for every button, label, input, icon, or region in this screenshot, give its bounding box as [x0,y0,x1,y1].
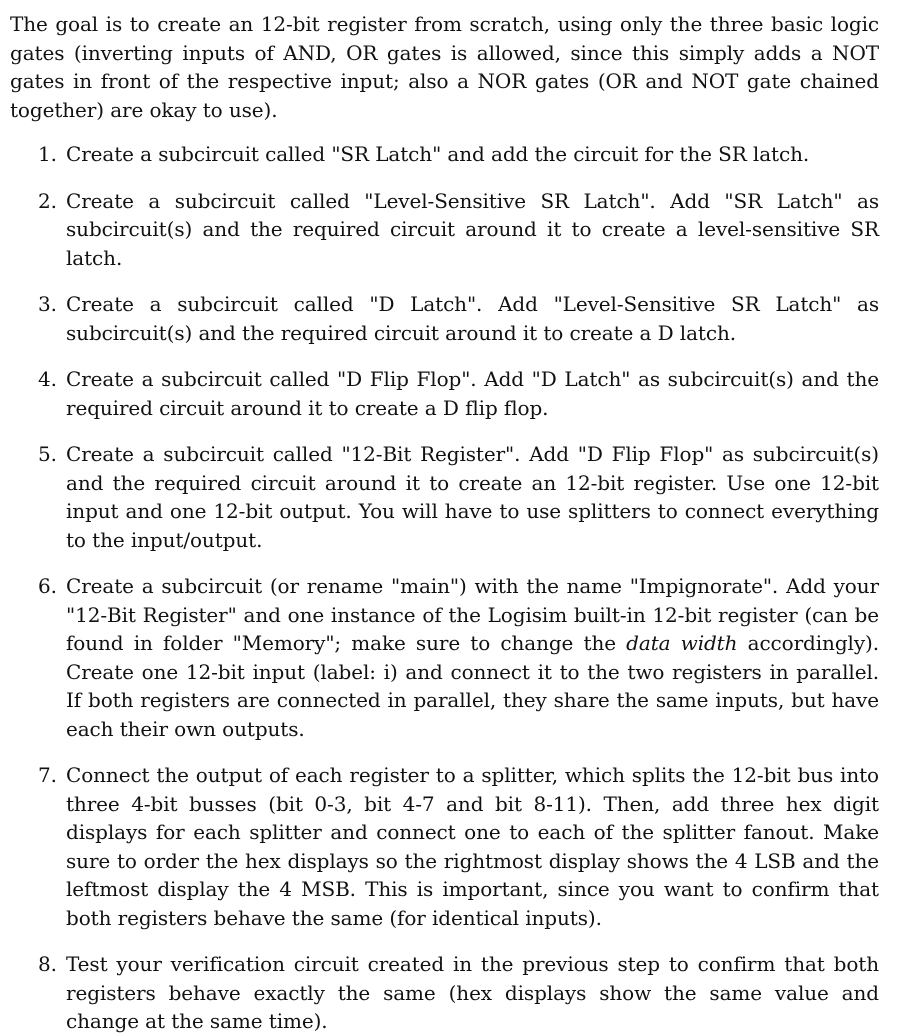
task-text: Create a subcircuit called "D Latch". Add "Level-Sensitive SR Latch" as subcircuit(s) and the required circuit around it to create a D latch. [66,292,879,345]
task-item-8 [10,950,879,1036]
task-text: Create a subcircuit called "D Flip Flop". Add "D Latch" as subcircuit(s) and the required circuit around it to create a D flip flop. [66,367,879,420]
task-number: 4. [38,367,57,391]
task-number: 7. [38,763,57,787]
task-text: Create a subcircuit called "12-Bit Register". Add "D Flip Flop" as subcircuit(s) and the required circuit around it to create an 12-bit register. Use one 12-bit input and one 12-bit output. You will have to use splitters to connect everything to the input/output. [66,442,879,552]
task-item-7 [10,761,879,932]
task-item-3 [10,290,879,347]
task-item-2 [10,187,879,273]
task-text: Create a subcircuit called "Level-Sensitive SR Latch". Add "SR Latch" as subcircuit(s) and the required circuit around it to create a level-sensitive SR latch. [66,188,879,270]
task-number: 6. [38,574,57,598]
intro-paragraph: The goal is to create an 12-bit register from scratch, using only the three basic logic gates (inverting inputs of AND, OR gates is allowed, since this simply adds a NOT gates in front of the respective input; also a NOR gates (OR and NOT gate chained together) are okay to use). [10,12,879,122]
task-number: 1. [38,142,57,166]
task-number: 3. [38,292,57,316]
task-item-1 [10,140,879,169]
emphasized-term: data width [626,631,738,655]
task-number: 2. [38,188,57,213]
task-item-6 [10,572,879,743]
task-text: Create a subcircuit called "SR Latch" and add the circuit for the SR latch. [66,142,810,166]
task-text [66,574,879,741]
task-list [10,140,879,1036]
task-text: Test your verification circuit created in the previous step to confirm that both registers behave exactly the same (hex displays show the same value and change at the same time). [66,952,879,1033]
task-number: 8. [38,952,57,976]
task-item-4 [10,365,879,422]
task-item-5 [10,440,879,554]
task-text-part: accordingly). Create one 12-bit input (label: i) and connect it to the two registers in parallel. If both registers are connected in parallel, they share the same inputs, but have each their own outputs. [66,631,879,741]
task-text: Connect the output of each register to a splitter, which splits the 12-bit bus into three 4-bit busses (bit 0-3, bit 4-7 and bit 8-11). Then, add three hex digit displays for each splitter and connect one to each of the splitter fanout. Make sure to order the hex displays so the rightmost display shows the 4 LSB and the leftmost display the 4 MSB. This is important, since you want to confirm that both registers behave the same (for identical inputs). [66,763,879,930]
task-number: 5. [38,442,57,466]
task-text-part: Create a subcircuit (or rename "main") with the name "Impignorate". Add your "12-Bit Register" and one instance of the Logisim built-in 12-bit register (can be found in folder "Memory"; make sure to change the [66,574,879,655]
